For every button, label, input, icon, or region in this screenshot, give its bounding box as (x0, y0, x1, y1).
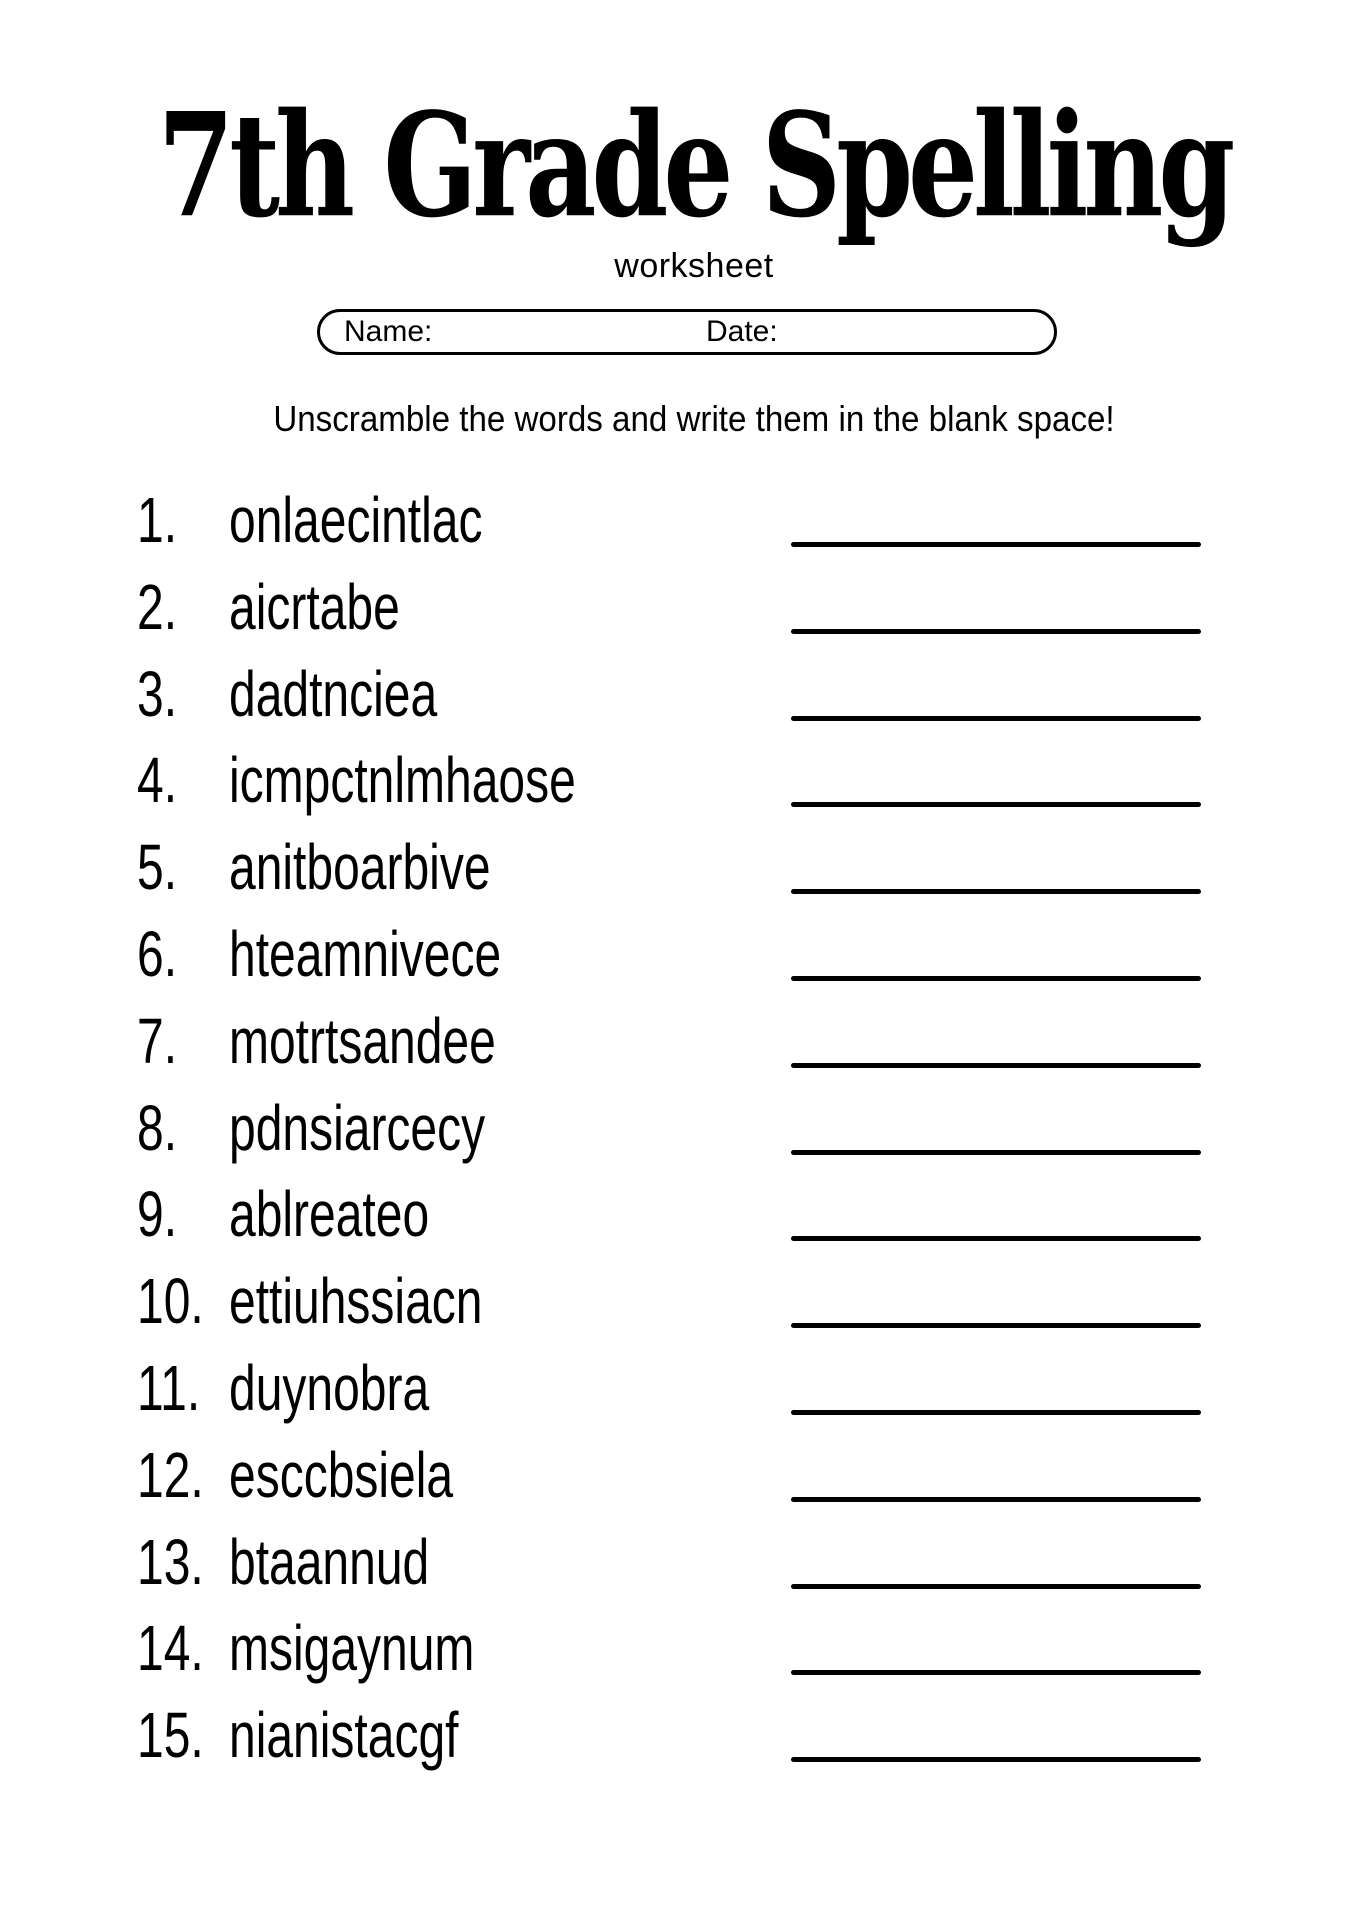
answer-blank[interactable] (791, 1584, 1201, 1589)
item-number: 2. (137, 570, 178, 643)
item-number: 5. (137, 831, 178, 904)
item-number: 12. (137, 1438, 204, 1511)
scrambled-word: msigaynum (229, 1612, 475, 1685)
list-item (137, 477, 1201, 564)
scrambled-word: aicrtabe (229, 570, 400, 643)
scrambled-word: ettiuhssiacn (229, 1265, 483, 1338)
answer-blank[interactable] (791, 629, 1201, 634)
scrambled-word: anitboarbive (229, 831, 491, 904)
scrambled-word: esccbsiela (229, 1438, 454, 1511)
list-item (137, 1171, 1201, 1258)
list-item (137, 737, 1201, 824)
list-item (137, 1519, 1201, 1606)
item-number: 8. (137, 1091, 178, 1164)
name-date-box (317, 309, 1057, 355)
name-label: Name: (344, 315, 433, 348)
scrambled-word: nianistacgf (229, 1699, 459, 1772)
list-item (137, 651, 1201, 738)
item-number: 7. (137, 1004, 178, 1077)
item-number: 1. (137, 484, 178, 556)
scrambled-word: pdnsiarcecy (229, 1091, 486, 1164)
answer-blank[interactable] (791, 716, 1201, 721)
scrambled-word: btaannud (229, 1525, 430, 1598)
list-item (137, 1258, 1201, 1345)
scrambled-word: dadtnciea (229, 657, 438, 730)
answer-blank[interactable] (791, 1497, 1201, 1502)
instruction-text: Unscramble the words and write them in the blank space! (273, 398, 1115, 439)
page-title: 7th Grade Spelling (157, 81, 1231, 250)
list-item (137, 1605, 1201, 1692)
list-item (137, 998, 1201, 1085)
scrambled-word: onlaecintlac (229, 484, 483, 556)
answer-blank[interactable] (791, 976, 1201, 981)
answer-blank[interactable] (791, 889, 1201, 894)
list-item (137, 1692, 1201, 1779)
list-item (137, 824, 1201, 911)
date-label: Date: (706, 315, 778, 348)
item-number: 4. (137, 744, 178, 817)
scrambled-word: motrtsandee (229, 1004, 496, 1077)
list-item (137, 1345, 1201, 1432)
item-number: 6. (137, 917, 178, 990)
answer-blank[interactable] (791, 1757, 1201, 1762)
item-number: 10. (137, 1265, 204, 1338)
scrambled-word: duynobra (229, 1351, 430, 1424)
word-list (137, 477, 1201, 1779)
answer-blank[interactable] (791, 1150, 1201, 1155)
item-number: 11. (137, 1351, 201, 1424)
page-subtitle: worksheet (614, 247, 774, 285)
item-number: 9. (137, 1178, 178, 1251)
list-item (137, 911, 1201, 998)
answer-blank[interactable] (791, 1410, 1201, 1415)
list-item (137, 1432, 1201, 1519)
answer-blank[interactable] (791, 1323, 1201, 1328)
scrambled-word: icmpctnlmhaose (229, 744, 576, 817)
scrambled-word: ablreateo (229, 1178, 430, 1251)
item-number: 15. (137, 1699, 204, 1772)
answer-blank[interactable] (791, 1236, 1201, 1241)
list-item (137, 564, 1201, 651)
item-number: 3. (137, 657, 178, 730)
scrambled-word: hteamnivece (229, 917, 502, 990)
answer-blank[interactable] (791, 1670, 1201, 1675)
item-number: 13. (137, 1525, 204, 1598)
answer-blank[interactable] (791, 1063, 1201, 1068)
answer-blank[interactable] (791, 802, 1201, 807)
item-number: 14. (137, 1612, 204, 1685)
list-item (137, 1085, 1201, 1172)
answer-blank[interactable] (791, 542, 1201, 547)
